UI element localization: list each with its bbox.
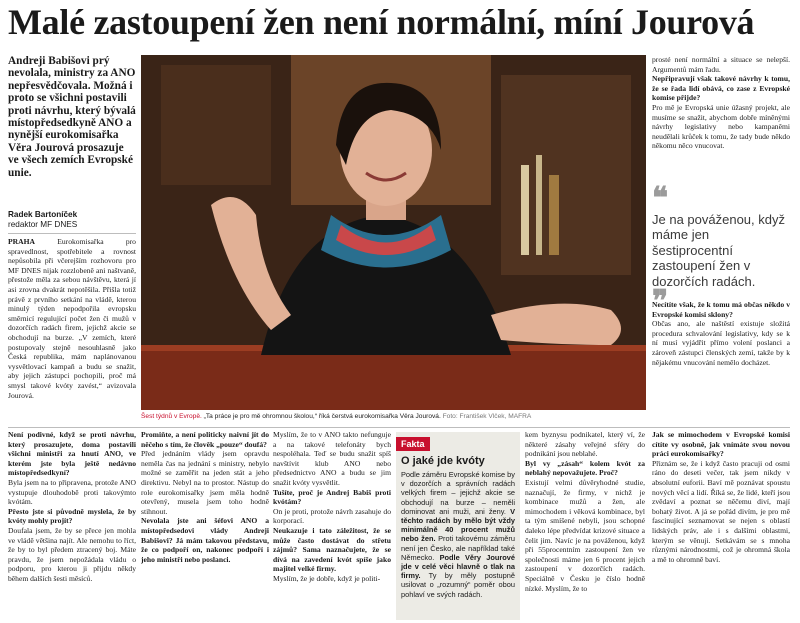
answer: Před jednáním vlády jsem opravdu neměla čas na jednání s ministry, nebylo možné se zaměřit na jeden stát a jeho direktivu. Nebyl na to prostor. Nástup do role eurokomisařky jsem měla hodně otevřený, musela jsem toho hodně stihnout. xyxy=(141,449,269,516)
right-question-1: Nepřipravují však takové návrhy k tomu, že se řada lidí obává, co zase z Evropské komise přijde? xyxy=(652,74,790,103)
caption-highlight: Šest týdnů v Evropě. xyxy=(141,413,202,420)
answer: Myslím, že to v ANO takto nefunguje a na takové telefonáty bych nespoléhala. Teď se budu snažit spíš navštívit klub ANO nebo předsednictvo ANO a budu se jim snažit kvóty vysvětlit. xyxy=(273,430,391,487)
divider xyxy=(8,233,136,234)
question: Přesto jste si původně myslela, že by kvóty mohly projít? xyxy=(8,506,136,526)
portrait-illustration xyxy=(141,55,646,410)
perex: Andreji Babišovi prý nevolala, ministry za ANO nepřesvědčovala. Možná i proto se všichni postavili proti návrhu, který bývalá místopředsedkyně ANO a nynější eurokomisařka Věra Jourová prosazuje ve všech zemích Evropské unie. xyxy=(8,55,136,179)
quote-open-icon: ❝ xyxy=(652,181,669,216)
question: Není podivné, když se proti návrhu, který prosazujete, doma postavili všichni ministři za hnutí ANO, ve kterém jste byla ještě nedávno místopředsedkyní? xyxy=(8,430,136,478)
fakta-box xyxy=(396,432,520,620)
article-photo xyxy=(141,55,646,410)
answer: On je proti, protože návrh zasahuje do korporací. xyxy=(273,506,391,526)
answer: Myslím, že je dobře, když je politi- xyxy=(273,573,381,583)
right-question-2: Necítíte však, že k tomu má občas někdo v Evropské komisi sklony? xyxy=(652,300,790,319)
fakta-text: Podle záměru Evropské komise by v dozorčích a správních radách velkých firem – jejichž akcie se obchodují na burze – neměli dominovat ani muži, ani ženy. xyxy=(401,470,515,516)
question: Jak se mimochodem v Evropské komisi cítíte vy osobně, jak vnímáte svou novou práci eurokomisařky? xyxy=(652,430,790,459)
caption-credit: Foto: František Vlček, MAFRA xyxy=(440,413,532,420)
dateline: PRAHA xyxy=(8,237,35,246)
fakta-body xyxy=(396,470,520,599)
lead-text: Eurokomisařka pro spravedlnost, spotřebitele a rovnost nepůsobila při včerejším rozhovoru pro MF DNES nijak rozzlobeně ani naštvaně, přestože měla za sebou návštěvu, která jí asi zrovna dvakrát nepotěšila. Přišla totiž právě z prvního setkání na vládě, kterou minulý týden nepodpořila evropsku směrnicí regulující počet žen či mužů v dozorčích radách firem, jejichž akcie se obchodují na burze. „V zemích, které postupovaly stejně nesouhlasně jako Česká republika, mám naplánovanou vysvětlovací kampaň a budu se snažit, aby jejich zástupci pochopili, proč má smysl takové kvóty zavést,“ avizovala Jourová. xyxy=(8,237,136,400)
question: Promiňte, a není politicky naivní jít do něčeho s tím, že člověk „pouze“ doufá? xyxy=(141,430,269,449)
answer: Byla jsem na to připravena, protože ANO vystupuje dlouhodobě proti takovýmto kvótám. xyxy=(8,477,136,507)
right-answer-2: Občas ano, ale naštěstí existuje složitá procedura schvalování legislativy, kdy se k ní musí vyjádřit přímo volení poslanci a zároveň zástupci členských zemí, takže by k nějakému vnucování nemělo docházet. xyxy=(652,319,790,367)
article-column-right-top xyxy=(652,55,790,185)
pull-quote xyxy=(652,181,790,320)
article-column-low-4 xyxy=(525,430,645,620)
answer: Existují velmi důvěryhodné studie, naznačují, že firmy, v nichž je kombinace mužů a žen, ale mimochodem i věková kombinace, byl ta tým smíšené nebyli, jsou schopné daleko lépe předvídat krizové situace a čelit jim. Navíc je na pováženou, když při 55procentním zastoupení žen ve společnosti máme jen 6 procent jejich zastoupení v dozorčích radách. Speciálně v Česku je číslo hodně nízké. Myslím, že to xyxy=(525,477,645,593)
right-answer-1: Pro mě je Evropská unie úžasný projekt, ale musíme se snažit, abychom dobře míněnými návrhy legislativy nebo kampaněmi neudělali krůček k tomu, že tady bude někdo někomu něco vnucovat. xyxy=(652,102,790,151)
fakta-text: Ty by měly postupně usilovat o „rozumný“ poměr obou pohlaví ve svých radách. xyxy=(401,571,515,599)
question: Tušíte, proč je Andrej Babiš proti kvótám? xyxy=(273,487,391,507)
answer: Přiznám se, že i když často pracuji od osmi ráno do deseti večer, tak jsem nikdy v absolutní euforii. Baví mě poznávat spoustu nových věcí a lidí. Říká se, že lidé, kteří jsou zvědaví a poznat se něčemu diví, mají bohatý život. A já se pořád divím, je pro mě fascinující seznamovat se nejen s oblastí lidských práv, ale i s dalšími oblastmi, kterým se věnuji. Setkávám se s mnoha různými národnostmi, což je ohromná škola a mě to ohromně baví. xyxy=(652,458,790,564)
question: Neukazuje i tato záležitost, že se může často dostávat do střetu zájmů? Sama naznačujete, že se dívá na zavedení kvót spíše jako majitel velké firmy. xyxy=(273,525,391,574)
fakta-title: O jaké jde kvóty xyxy=(401,455,485,467)
article-column-low-5 xyxy=(652,430,790,620)
answer: kem byznysu podnikatel, který ví, že některé zásahy veřejné sféry do podnikání jsou neblahé. xyxy=(525,430,645,459)
fakta-text: Proti takovému záměru není jen Česko, ale například také Německo. xyxy=(401,534,515,562)
byline-author: Radek Bartoníček xyxy=(8,210,78,219)
divider xyxy=(8,427,790,428)
pull-quote-text: Je na pováženou, když máme jen šestiprocentní zastoupení žen v dozorčích radách. xyxy=(652,212,785,289)
headline: Malé zastoupení žen není normální, míní Jourová xyxy=(8,2,755,42)
answer: Doufala jsem, že by se přece jen mohla ve vládě většina najít. Ale nemohu to říct, že by to byl předem ztracený boj. Máte pravdu, že jsem nepožádala vládu o podporu, pro kterou ji přijdu někdy během dalších šesti měsíců. xyxy=(8,525,136,583)
fakta-bold: Podle Věry Jourové jde v celé věci hlavně o tlak na firmy. xyxy=(401,552,515,581)
right-text-1: prosté není normální a situace se nelepší. Argumentů mám řadu. xyxy=(652,55,790,74)
article-column-1 xyxy=(8,237,136,423)
article-column-low-3 xyxy=(273,430,391,620)
fakta-tag: Fakta xyxy=(396,437,430,451)
photo-caption xyxy=(141,411,646,425)
article-column-low-1 xyxy=(8,430,136,620)
question: Byl vy „zásah“ kolem kvót za neblahý nepovažujete. Proč? xyxy=(525,458,645,478)
caption-text: „Ta práce je pro mě ohromnou školou,“ říká čerstvá eurokomisařka Věra Jourová. xyxy=(201,413,441,420)
fakta-bold: V těchto radách by mělo být vždy minimálně 40 procent mužů nebo žen. xyxy=(401,506,515,544)
quote-close-icon: ❞ xyxy=(652,284,669,320)
byline-role: redaktor MF DNES xyxy=(8,220,78,229)
article-column-right-bottom xyxy=(652,300,790,424)
article-column-low-2 xyxy=(141,430,269,620)
question: Nevolala jste ani šéfovi ANO a místopředsedovi vlády Andreji Babišovi? Já mám takovou představu, že co podpoří on, nakonec podpoří i jeho ministři nebo poslanci. xyxy=(141,516,269,564)
byline xyxy=(8,210,136,230)
